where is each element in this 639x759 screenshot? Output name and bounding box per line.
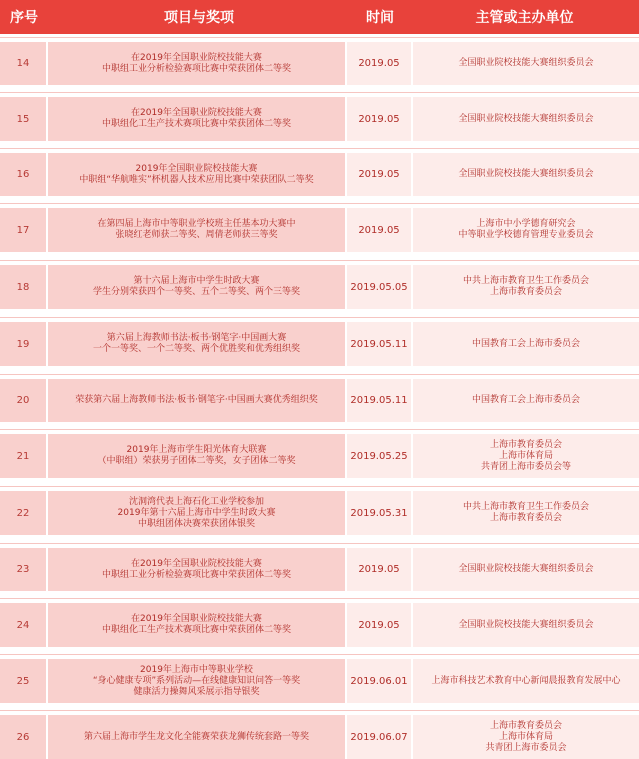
row-number: 21 bbox=[0, 434, 48, 478]
row-item-line: 中职组团体决赛荣获团体银奖 bbox=[137, 518, 255, 529]
row-unit bbox=[413, 379, 639, 422]
row-item-line: 中职组化工生产技术赛项比赛中荣获团体二等奖 bbox=[101, 119, 291, 129]
row-unit bbox=[413, 42, 639, 85]
row-unit-line: 全国职业院校技能大赛组织委员会 bbox=[458, 169, 594, 179]
row-item bbox=[48, 97, 347, 141]
row-item-line: 第六届上海市学生龙文化全能赛荣获龙狮传统套路一等奖 bbox=[83, 731, 309, 742]
row-divider bbox=[0, 317, 639, 318]
row-number: 26 bbox=[0, 715, 48, 759]
row-item bbox=[48, 548, 347, 591]
table-row bbox=[0, 97, 639, 141]
table-row bbox=[0, 208, 639, 252]
row-unit bbox=[413, 153, 639, 196]
table-row bbox=[0, 491, 639, 535]
row-item-line: 在2019年全国职业院校技能大赛 bbox=[131, 558, 262, 569]
row-divider bbox=[0, 543, 639, 544]
row-unit-line: 全国职业院校技能大赛组织委员会 bbox=[458, 58, 594, 68]
row-unit-line: 中共上海市教育卫生工作委员会 bbox=[462, 276, 589, 286]
row-divider bbox=[0, 148, 639, 149]
row-number: 17 bbox=[0, 208, 48, 252]
row-unit bbox=[413, 208, 639, 252]
row-unit bbox=[413, 322, 639, 366]
table-header bbox=[0, 0, 639, 36]
header-num: 序号 bbox=[10, 10, 38, 26]
row-unit-line: 全国职业院校技能大赛组织委员会 bbox=[458, 619, 594, 630]
row-item-line: 第十六届上海市中学生时政大赛 bbox=[133, 276, 260, 286]
row-divider bbox=[0, 260, 639, 261]
row-item-line: 中职组工业分析检验赛项比赛中荣获团体二等奖 bbox=[101, 569, 291, 580]
row-number: 15 bbox=[0, 97, 48, 141]
row-item bbox=[48, 715, 347, 759]
row-unit-line: 上海市教育委员会 bbox=[489, 720, 562, 731]
row-item bbox=[48, 379, 347, 422]
row-divider bbox=[0, 486, 639, 487]
row-item-line: 在2019年全国职业院校技能大赛 bbox=[131, 108, 262, 118]
row-number: 14 bbox=[0, 42, 48, 85]
row-unit-line: 全国职业院校技能大赛组织委员会 bbox=[458, 113, 594, 124]
row-item bbox=[48, 42, 347, 85]
table-row bbox=[0, 715, 639, 759]
row-divider bbox=[0, 37, 639, 38]
row-number: 22 bbox=[0, 491, 48, 535]
row-unit-line: 中共上海市教育卫生工作委员会 bbox=[462, 502, 589, 512]
row-divider bbox=[0, 710, 639, 711]
row-item bbox=[48, 603, 347, 647]
row-unit bbox=[413, 548, 639, 591]
row-unit bbox=[413, 434, 639, 478]
row-item-line: 张晓红老师获二等奖、周倩老师获三等奖 bbox=[115, 230, 278, 240]
row-unit bbox=[413, 715, 639, 759]
row-time: 2019.05 bbox=[347, 208, 413, 252]
row-unit-line: 上海市科技艺术教育中心新闻晨报教育发展中心 bbox=[431, 675, 621, 686]
row-item-line: 沈洞湾代表上海石化工业学校参加 bbox=[128, 496, 264, 507]
row-divider bbox=[0, 92, 639, 93]
row-number: 23 bbox=[0, 548, 48, 591]
row-unit-line: 上海市中小学德育研究会 bbox=[476, 219, 576, 229]
row-divider bbox=[0, 654, 639, 655]
row-unit bbox=[413, 97, 639, 141]
row-item-line: “身心健康专项”系列活动—在线健康知识问答一等奖 bbox=[92, 675, 301, 686]
row-item-line: 学生分别荣获四个一等奖、五个二等奖、两个三等奖 bbox=[92, 287, 300, 297]
row-time: 2019.05.11 bbox=[347, 379, 413, 422]
row-item-line: 2019年第十六届上海市中学生时政大赛 bbox=[117, 507, 276, 518]
row-item-line: 2019年上海市学生阳光体育大联赛 bbox=[126, 445, 267, 455]
row-item-line: 在2019年全国职业院校技能大赛 bbox=[131, 614, 262, 624]
row-time: 2019.06.01 bbox=[347, 659, 413, 703]
table-row bbox=[0, 153, 639, 196]
table-row bbox=[0, 434, 639, 478]
row-item bbox=[48, 659, 347, 703]
row-time: 2019.05 bbox=[347, 42, 413, 85]
row-unit-line: 上海市教育委员会 bbox=[489, 287, 562, 297]
row-time: 2019.05 bbox=[347, 153, 413, 196]
row-item-line: 在第四届上海市中等职业学校班主任基本功大赛中 bbox=[97, 219, 296, 229]
row-item-line: 荣获第六届上海教师书法·板书·钢笔字·中国画大赛优秀组织奖 bbox=[75, 395, 318, 405]
row-number: 20 bbox=[0, 379, 48, 422]
row-time: 2019.05.31 bbox=[347, 491, 413, 535]
row-unit-line: 中等职业学校德育管理专业委员会 bbox=[458, 230, 594, 240]
row-item bbox=[48, 322, 347, 366]
row-unit-line: 共青团上海市委员会 bbox=[485, 742, 567, 753]
row-item-line: 在2019年全国职业院校技能大赛 bbox=[131, 52, 262, 63]
row-number: 24 bbox=[0, 603, 48, 647]
row-time: 2019.05.25 bbox=[347, 434, 413, 478]
row-number: 16 bbox=[0, 153, 48, 196]
row-time: 2019.05.05 bbox=[347, 265, 413, 309]
row-unit-line: 上海市教育委员会 bbox=[489, 513, 562, 523]
row-divider bbox=[0, 374, 639, 375]
row-time: 2019.06.07 bbox=[347, 715, 413, 759]
table-row bbox=[0, 42, 639, 85]
row-time: 2019.05 bbox=[347, 603, 413, 647]
table-row bbox=[0, 659, 639, 703]
row-unit-line: 中国教育工会上海市委员会 bbox=[471, 338, 580, 349]
row-item-line: 健康活力操舞风采展示指导银奖 bbox=[133, 686, 260, 697]
table-row bbox=[0, 603, 639, 647]
row-item-line: 中职组“华航唯实”杯机器人技术应用比赛中荣获团队二等奖 bbox=[79, 174, 314, 185]
row-time: 2019.05.11 bbox=[347, 322, 413, 366]
row-divider bbox=[0, 429, 639, 430]
row-divider bbox=[0, 203, 639, 204]
table-row bbox=[0, 265, 639, 309]
row-divider bbox=[0, 598, 639, 599]
header-unit: 主管或主办单位 bbox=[475, 10, 574, 26]
row-unit-line: 全国职业院校技能大赛组织委员会 bbox=[458, 564, 594, 574]
row-item bbox=[48, 491, 347, 535]
row-item-line: 第六届上海教师书法·板书·钢笔字·中国画大赛 bbox=[106, 333, 287, 343]
row-item-line: 2019年全国职业院校技能大赛 bbox=[135, 163, 258, 174]
row-item bbox=[48, 208, 347, 252]
row-unit-line: 上海市体育局 bbox=[498, 450, 553, 461]
row-item bbox=[48, 434, 347, 478]
row-number: 25 bbox=[0, 659, 48, 703]
row-time: 2019.05 bbox=[347, 548, 413, 591]
row-item bbox=[48, 153, 347, 196]
row-unit bbox=[413, 491, 639, 535]
row-unit bbox=[413, 603, 639, 647]
table-row bbox=[0, 379, 639, 422]
row-item-line: 2019年上海市中等职业学校 bbox=[140, 664, 253, 675]
row-item-line: 中职组化工生产技术赛项比赛中荣获团体二等奖 bbox=[101, 625, 291, 635]
table-row bbox=[0, 548, 639, 591]
row-unit bbox=[413, 265, 639, 309]
header-time: 时间 bbox=[366, 10, 394, 26]
table-row bbox=[0, 322, 639, 366]
row-time: 2019.05 bbox=[347, 97, 413, 141]
row-item-line: 一个一等奖、一个二等奖、两个优胜奖和优秀组织奖 bbox=[92, 344, 300, 354]
row-unit-line: 中国教育工会上海市委员会 bbox=[471, 395, 580, 405]
row-unit bbox=[413, 659, 639, 703]
row-number: 19 bbox=[0, 322, 48, 366]
row-item-line: （中职组）荣获男子团体二等奖，女子团体二等奖 bbox=[97, 456, 296, 466]
row-unit-line: 上海市体育局 bbox=[498, 731, 553, 742]
row-unit-line: 共青团上海市委员会等 bbox=[480, 461, 571, 472]
header-item: 项目与奖项 bbox=[164, 10, 234, 26]
row-item bbox=[48, 265, 347, 309]
row-item-line: 中职组工业分析检验赛项比赛中荣获团体二等奖 bbox=[101, 63, 291, 74]
row-unit-line: 上海市教育委员会 bbox=[489, 439, 562, 450]
row-number: 18 bbox=[0, 265, 48, 309]
